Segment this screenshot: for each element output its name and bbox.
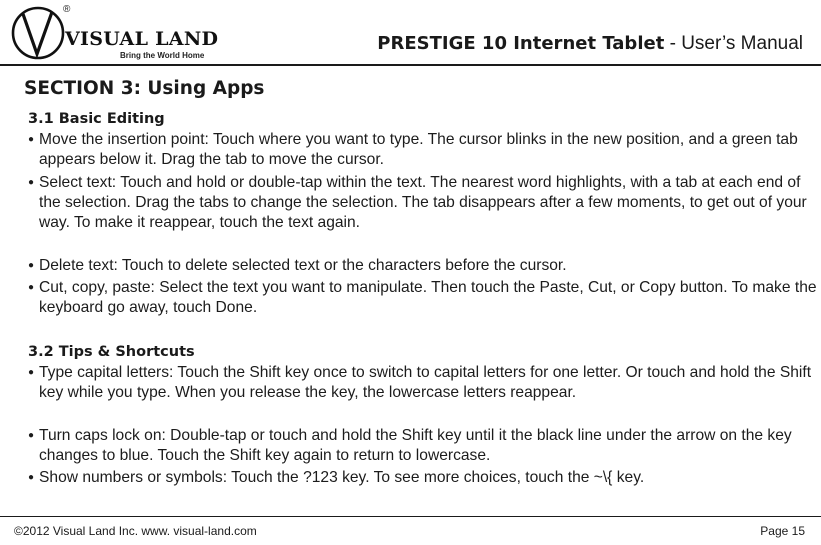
v-circle-logo-icon	[10, 4, 70, 60]
registered-mark: ®	[63, 4, 71, 15]
list-item: ● Show numbers or symbols: Touch the ?123 key. To see more choices, touch the ~\{ key.	[28, 468, 821, 488]
footer-copyright: ©2012 Visual Land Inc. www. visual-land.com	[14, 524, 257, 538]
page-header	[0, 0, 821, 62]
footer-divider	[0, 516, 821, 517]
list-item: ● Cut, copy, paste: Select the text you want to manipulate. Then touch the Paste, Cut, or Copy button. To make the keyboard go away, touch Done.	[28, 278, 821, 318]
manual-title: User’s Manual	[681, 33, 803, 54]
list-item: ● Turn caps lock on: Double-tap or touch and hold the Shift key until it the black line under the arrow on the key changes to blue. Touch the Shift key again to return to lowercase.	[28, 426, 821, 466]
brand-tagline: Bring the World Home	[120, 51, 205, 60]
brand-name: VISUAL LAND	[65, 28, 219, 50]
title-separator: -	[664, 33, 682, 54]
list-item: ● Delete text: Touch to delete selected text or the characters before the cursor.	[28, 256, 821, 276]
section-title: SECTION 3: Using Apps	[24, 78, 265, 99]
product-title: PRESTIGE 10 Internet Tablet	[377, 33, 665, 54]
visual-land-logo	[10, 4, 219, 60]
document-title	[377, 33, 803, 55]
basic-editing-title: 3.1 Basic Editing	[28, 111, 165, 127]
tips-shortcuts-title: 3.2 Tips & Shortcuts	[28, 344, 195, 360]
list-item: ● Type capital letters: Touch the Shift key once to switch to capital letters for one letter. Or touch and hold the Shift key while you type. When you release the key, the lowercase letters reappear.	[28, 363, 821, 403]
header-divider	[0, 64, 821, 66]
list-item: ● Select text: Touch and hold or double-tap within the text. The nearest word highlights, with a tab at each end of the selection. Drag the tabs to change the selection. The tab disappears after a few moments, to get out of your way. To make it reappear, touch the text again.	[28, 173, 821, 234]
list-item: ● Move the insertion point: Touch where you want to type. The cursor blinks in the new position, and a green tab appears below it. Drag the tab to move the cursor.	[28, 130, 821, 170]
page-number: Page 15	[760, 524, 805, 538]
